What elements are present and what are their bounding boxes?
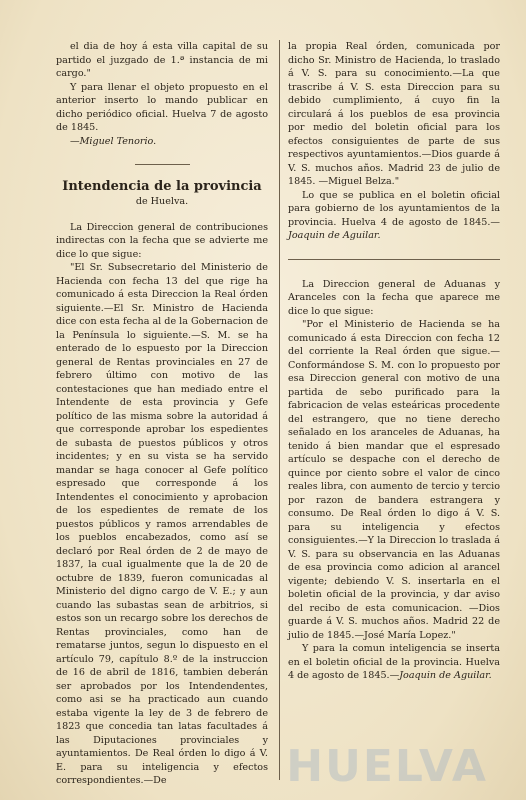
closing-note	[288, 642, 500, 683]
signature-tenorio: —Miguel Tenorio.	[70, 135, 157, 147]
signature-aguilar: Joaquin de Aguilar.	[288, 230, 381, 241]
column-rule	[279, 40, 280, 780]
publication-note-text: Lo que se publica en el boletin oficial para gobierno de los ayuntamientos de la provincia. Huelva 4 de agosto de 1845.—	[288, 189, 500, 228]
body-paragraph: "El Sr. Subsecretario del Ministerio de Hacienda con fecha 13 del que rige ha comunicado á esta Direccion la Real órden siguiente.—El Sr. Ministro de Hacienda dice con esta fecha al de la Gobernacion de la Península lo siguiente.—S. M. se ha enterado de lo espuesto por la Direccion general de Rentas provinciales en 27 de febrero último con motivo de las contestaciones que han mediado entre el Intendente de esta provincia y Gefe político de las misma sobre la autoridad á que corresponde aprobar los espedientes de subasta de puestos públicos y otros incidentes; y en su vista se ha servido mandar se haga conocer al Gefe político espresado que corresponde á los Intendentes el conocimiento y aprobacion de los espedientes de remate de los puestos públicos y ramos arrendables de los pueblos encabezados, como así se declaró por Real órden de 2 de mayo de 1837, la cual igualmente que la de 20 de octubre de 1839, fueron comunicadas al Ministerio del digno cargo de V. E.; y aun cuando las subastas sean de arbitrios, si estos son un recargo sobre los derechos de Rentas provinciales, como han de rematarse juntos, segun lo dispuesto en el artículo 79, capítulo 8.º de la instruccion de 16 de abril de 1816, tambien deberán ser aprobados por los Intendendentes, como asi se ha practicado aun cuando estaba vigente la ley de 3 de febrero de 1823 que concedia tan latas facultades á las Diputaciones provinciales y ayuntamientos. De Real órden lo digo á V. E. para su inteligencia y efectos correspondientes.—De	[56, 262, 269, 786]
section-divider	[135, 164, 190, 165]
aduanas-body: "Por el Ministerio de Hacienda se ha comunicado á esta Direccion con fecha 12 del corriente la Real órden que sigue.—Conformándose S. M. con lo propuesto por esa Direccion general con motivo de una partida de sebo purificado para la fabricacion de velas esteáricas procedente del estrangero, que no tiene derecho señalado en los aranceles de Aduanas, ha tenido á bien mandar que el espresado artículo se despache con el derecho de quince por ciento sobre el valor de cinco reales libra, con aumento de tercio y tercio por razon de bandera estrangera y consumo. De Real órden lo digo á V. S. para su inteligencia y efectos consiguientes.—Y la Direccion lo traslada á V. S. para su observancia en las Aduanas de esa provincia como adicion al arancel vigente; debiendo V. S. insertarla en el boletin oficial de la provincia, y dar aviso del recibo de esta comunicacion. —Dios guarde á V. S. muchos años. Madrid 22 de julio de 1845.—José María Lopez."	[288, 319, 500, 641]
section-divider-right	[288, 259, 500, 260]
continuation-paragraph: Y para llenar el objeto propuesto en el anterior inserto lo mando publicar en dicho periódico oficial. Huelva 7 de agosto de 1845.	[56, 81, 268, 133]
closing-signature: Joaquin de Aguilar.	[399, 670, 492, 681]
right-column	[288, 40, 500, 683]
continuation-text: el dia de hoy á esta villa capital de su partido el juzgado de 1.ª instancia de mi cargo."	[56, 41, 268, 79]
library-watermark: HUELVA	[286, 741, 488, 792]
closing-note-text: Y para la comun inteligencia se inserta en el boletin oficial de la provincia. Huelva 4 de agosto de 1845.—	[288, 643, 500, 681]
left-column	[56, 40, 268, 788]
section-subheading: de Huelva.	[135, 196, 189, 207]
aduanas-intro: La Direccion general de Aduanas y Aranceles con la fecha que aparece me dice lo que sigue:	[288, 278, 500, 317]
publication-note	[288, 189, 500, 243]
section-heading: Intendencia de la provincia	[62, 179, 262, 194]
continued-order-text: la propia Real órden, comunicada por dicho Sr. Ministro de Hacienda, lo traslado á V. S. para su conocimiento.—La que trascribe á V. S. esta Direccion para su debido cumplimiento, á cuyo fin la circulará á los pueblos de esa provincia por medio del boletin oficial para los efectos consiguientes de parte de sus respectivos ayuntamientos.—Dios guarde á V. S. muchos años. Madrid 23 de julio de 1845. —Miguel Belza."	[288, 41, 500, 187]
intro-paragraph: La Direccion general de contribuciones indirectas con la fecha que se advierte me dice lo que sigue:	[56, 221, 268, 260]
